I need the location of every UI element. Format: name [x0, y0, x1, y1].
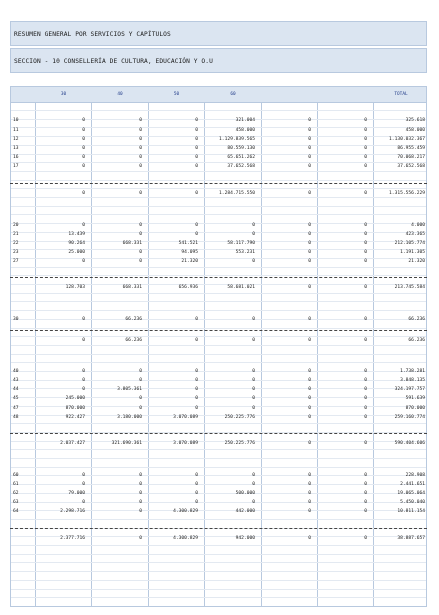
table-row	[10, 145, 427, 152]
table-row	[10, 127, 427, 134]
table-cell: 0	[195, 164, 198, 169]
row-code: 60	[13, 473, 19, 478]
table-row	[10, 136, 427, 143]
subtotal-separator	[10, 277, 427, 278]
table-cell: 0	[252, 232, 255, 237]
table-row	[10, 508, 427, 515]
table-cell: 0	[364, 191, 367, 196]
row-code: 63	[13, 500, 19, 505]
table-cell: 321.690.361	[111, 441, 142, 446]
table-cell: 0	[364, 232, 367, 237]
table-cell: 0	[82, 118, 85, 123]
table-cell: 250.225.776	[224, 441, 255, 446]
table-cell: 0	[308, 406, 311, 411]
table-cell: 0	[364, 137, 367, 142]
row-code: 22	[13, 241, 19, 246]
table-cell: 0	[364, 241, 367, 246]
table-cell: 94.095	[181, 250, 198, 255]
table-cell: 0	[195, 128, 198, 133]
table-cell: 0	[308, 232, 311, 237]
table-cell: 0	[195, 338, 198, 343]
table-cell: 0	[139, 406, 142, 411]
table-cell: 0	[308, 164, 311, 169]
table-cell: 668.331	[122, 241, 142, 246]
row-code: 13	[13, 146, 19, 151]
subtotal-row	[10, 337, 427, 344]
table-cell: 0	[364, 387, 367, 392]
table-cell: 0	[308, 473, 311, 478]
table-cell: 128.703	[65, 285, 85, 290]
table-cell: 0	[308, 500, 311, 505]
table-cell: 0	[364, 406, 367, 411]
row-code: 44	[13, 387, 19, 392]
table-cell: 0	[364, 128, 367, 133]
table-cell: 0	[308, 155, 311, 160]
table-row	[10, 154, 427, 161]
table-cell: 0	[195, 482, 198, 487]
table-cell: 0	[82, 473, 85, 478]
table-cell: 21.320	[408, 259, 425, 264]
table-cell: 0	[364, 338, 367, 343]
table-cell: 0	[364, 146, 367, 151]
table-cell: 0	[308, 191, 311, 196]
table-border	[10, 103, 427, 607]
table-cell: 0	[364, 396, 367, 401]
table-cell: 590.404.606	[394, 441, 425, 446]
table-cell: 4.300.829	[173, 536, 198, 541]
table-cell: 0	[139, 482, 142, 487]
table-cell: 0	[139, 164, 142, 169]
table-cell: 0	[252, 406, 255, 411]
table-cell: 0	[364, 259, 367, 264]
table-cell: 0	[195, 387, 198, 392]
subtotal-row	[10, 284, 427, 291]
table-cell: 0	[308, 241, 311, 246]
table-cell: 541.521	[178, 241, 198, 246]
column-header: 40	[117, 92, 123, 97]
table-row	[10, 117, 427, 124]
row-code: 61	[13, 482, 19, 487]
table-cell: 19.065.064	[397, 491, 425, 496]
table-cell: 0	[364, 317, 367, 322]
table-cell: 0	[252, 369, 255, 374]
subtotal-row	[10, 440, 427, 447]
table-cell: 0	[252, 473, 255, 478]
table-cell: 3.848.135	[400, 378, 425, 383]
subtotal-separator	[10, 528, 427, 529]
table-cell: 0	[195, 396, 198, 401]
table-cell: 0	[252, 317, 255, 322]
table-cell: 0	[195, 500, 198, 505]
table-cell: 0	[195, 191, 198, 196]
table-cell: 66.236	[125, 317, 142, 322]
table-cell: 250.225.776	[224, 415, 255, 420]
row-code: 11	[13, 128, 19, 133]
table-cell: 0	[195, 491, 198, 496]
table-cell: 0	[139, 128, 142, 133]
table-cell: 0	[252, 482, 255, 487]
table-cell: 212.105.774	[394, 241, 425, 246]
table-row	[10, 472, 427, 479]
table-cell: 0	[82, 155, 85, 160]
table-cell: 3.180.000	[117, 415, 142, 420]
table-cell: 0	[364, 223, 367, 228]
table-cell: 458.000	[405, 128, 425, 133]
row-code: 12	[13, 137, 19, 142]
table-cell: 86.955.459	[397, 146, 425, 151]
table-cell: 0	[82, 369, 85, 374]
row-code: 48	[13, 415, 19, 420]
table-row	[10, 316, 427, 323]
row-code: 47	[13, 406, 19, 411]
table-row	[10, 231, 427, 238]
table-cell: 922.427	[65, 415, 85, 420]
table-cell: 668.331	[122, 285, 142, 290]
table-cell: 0	[139, 536, 142, 541]
table-cell: 500.000	[235, 491, 255, 496]
table-cell: 66.236	[125, 338, 142, 343]
table-cell: 80.559.130	[227, 146, 255, 151]
table-row	[10, 258, 427, 265]
column-header: 30	[60, 92, 67, 97]
table-cell: 37.652.568	[227, 164, 255, 169]
table-cell: 0	[364, 378, 367, 383]
table-cell: 0	[195, 369, 198, 374]
table-cell: 0	[364, 482, 367, 487]
table-cell: 0	[82, 223, 85, 228]
table-cell: 0	[82, 482, 85, 487]
table-cell: 37.652.568	[397, 164, 425, 169]
table-cell: 1.129.839.565	[219, 137, 255, 142]
table-cell: 2.298.716	[60, 509, 85, 514]
table-cell: 0	[195, 406, 198, 411]
table-cell: 58.681.021	[227, 285, 255, 290]
table-cell: 0	[308, 396, 311, 401]
table-cell: 1.315.556.229	[389, 191, 425, 196]
table-cell: 0	[364, 415, 367, 420]
table-cell: 0	[139, 491, 142, 496]
table-cell: 0	[308, 378, 311, 383]
table-cell: 4.300.829	[173, 509, 198, 514]
subtotal-row	[10, 535, 427, 542]
table-cell: 0	[252, 223, 255, 228]
table-cell: 2.377.716	[60, 536, 85, 541]
row-code: 10	[13, 118, 19, 123]
table-cell: 0	[308, 415, 311, 420]
table-cell: 0	[364, 369, 367, 374]
table-cell: 0	[364, 473, 367, 478]
table-cell: 0	[82, 164, 85, 169]
table-cell: 0	[308, 536, 311, 541]
table-cell: 259.160.774	[394, 415, 425, 420]
table-cell: 0	[82, 146, 85, 151]
table-cell: 0	[308, 137, 311, 142]
table-row	[10, 249, 427, 256]
table-cell: 25.000	[68, 250, 85, 255]
table-cell: 0	[139, 118, 142, 123]
table-cell: 0	[364, 536, 367, 541]
subtotal-separator	[10, 183, 427, 184]
row-code: 64	[13, 509, 19, 514]
subtotal-row	[10, 190, 427, 197]
table-cell: 0	[252, 259, 255, 264]
table-cell: 0	[139, 369, 142, 374]
column-header: TOTAL	[394, 92, 408, 97]
table-cell: 3.805.361	[117, 387, 142, 392]
table-row	[10, 377, 427, 384]
table-cell: 0	[195, 118, 198, 123]
row-code: 30	[13, 317, 19, 322]
row-code: 21	[13, 232, 19, 237]
table-cell: 0	[308, 441, 311, 446]
table-cell: 0	[308, 223, 311, 228]
table-cell: 0	[364, 250, 367, 255]
table-cell: 5.450.040	[400, 500, 425, 505]
table-cell: 0	[308, 491, 311, 496]
subtotal-separator	[10, 433, 427, 434]
table-cell: 0	[308, 509, 311, 514]
table-cell: 0	[139, 509, 142, 514]
table-cell: 1.130.032.367	[389, 137, 425, 142]
table-cell: 0	[82, 338, 85, 343]
table-cell: 870.000	[405, 406, 425, 411]
table-cell: 0	[308, 285, 311, 290]
table-cell: 442.000	[235, 509, 255, 514]
table-cell: 38.887.657	[397, 536, 425, 541]
report-title: RESUMEN GENERAL POR SERVICIOS Y CAPÍTULOS	[10, 21, 427, 46]
table-cell: 0	[82, 387, 85, 392]
table-cell: 0	[82, 317, 85, 322]
table-row	[10, 222, 427, 229]
table-cell: 2.037.427	[60, 441, 85, 446]
table-cell: 0	[139, 155, 142, 160]
table-cell: 0	[195, 378, 198, 383]
table-cell: 0	[308, 128, 311, 133]
row-code: 43	[13, 378, 19, 383]
table-cell: 3.070.089	[173, 415, 198, 420]
table-cell: 0	[82, 259, 85, 264]
table-cell: 0	[139, 191, 142, 196]
table-cell: 10.811.154	[397, 509, 425, 514]
column-header-row	[10, 86, 427, 103]
table-cell: 0	[139, 396, 142, 401]
table-cell: 0	[139, 259, 142, 264]
table-cell: 66.236	[408, 317, 425, 322]
table-cell: 66.236	[408, 338, 425, 343]
subtotal-separator	[10, 330, 427, 331]
table-cell: 870.000	[65, 406, 85, 411]
table-cell: 0	[195, 146, 198, 151]
table-cell: 0	[82, 191, 85, 196]
row-code: 16	[13, 155, 19, 160]
table-cell: 0	[139, 146, 142, 151]
table-cell: 0	[139, 223, 142, 228]
table-cell: 0	[252, 338, 255, 343]
table-cell: 0	[252, 387, 255, 392]
table-cell: 321.004	[235, 118, 255, 123]
table-cell: 656.936	[178, 285, 198, 290]
table-cell: 0	[364, 285, 367, 290]
table-cell: 2.441.651	[400, 482, 425, 487]
table-cell: 228.908	[405, 473, 425, 478]
table-cell: 324.197.757	[394, 387, 425, 392]
table-cell: 0	[364, 441, 367, 446]
table-cell: 0	[139, 250, 142, 255]
table-cell: 553.231	[235, 250, 255, 255]
table-cell: 0	[252, 396, 255, 401]
row-code: 40	[13, 369, 19, 374]
table-cell: 0	[82, 500, 85, 505]
table-cell: 0	[82, 378, 85, 383]
table-row	[10, 386, 427, 393]
row-code: 23	[13, 250, 19, 255]
row-code: 20	[13, 223, 19, 228]
table-cell: 0	[364, 491, 367, 496]
table-cell: 90.264	[68, 241, 85, 246]
table-cell: 0	[139, 473, 142, 478]
table-row	[10, 490, 427, 497]
table-cell: 0	[82, 128, 85, 133]
table-cell: 21.320	[181, 259, 198, 264]
table-cell: 325.618	[405, 118, 425, 123]
table-cell: 0	[308, 387, 311, 392]
table-cell: 1.738.281	[400, 369, 425, 374]
table-cell: 0	[139, 232, 142, 237]
table-cell: 1.284.715.550	[219, 191, 255, 196]
table-cell: 0	[308, 338, 311, 343]
table-cell: 1.191.305	[400, 250, 425, 255]
column-header: 60	[230, 92, 236, 97]
table-cell: 458.000	[235, 128, 255, 133]
table-cell: 0	[308, 317, 311, 322]
table-row	[10, 240, 427, 247]
table-cell: 0	[364, 118, 367, 123]
table-row	[10, 368, 427, 375]
table-cell: 245.000	[65, 396, 85, 401]
table-cell: 0	[195, 223, 198, 228]
table-cell: 0	[139, 500, 142, 505]
section-title: SECCION - 10 CONSELLERÍA DE CULTURA, EDUCACIÓN Y O.U	[10, 48, 427, 73]
table-cell: 65.651.262	[227, 155, 255, 160]
table-cell: 0	[364, 500, 367, 505]
row-code: 27	[13, 259, 19, 264]
table-cell: 0	[308, 250, 311, 255]
table-cell: 0	[308, 259, 311, 264]
table-cell: 0	[364, 509, 367, 514]
table-cell: 0	[308, 369, 311, 374]
table-row	[10, 163, 427, 170]
table-cell: 13.439	[68, 232, 85, 237]
table-cell: 0	[195, 317, 198, 322]
table-cell: 4.000	[411, 223, 425, 228]
table-row	[10, 481, 427, 488]
table-cell: 942.000	[235, 536, 255, 541]
table-row	[10, 405, 427, 412]
table-cell: 0	[252, 500, 255, 505]
table-cell: 0	[308, 146, 311, 151]
table-cell: 0	[252, 378, 255, 383]
row-code: 62	[13, 491, 19, 496]
row-code: 45	[13, 396, 19, 401]
table-cell: 70.068.217	[397, 155, 425, 160]
table-cell: 0	[364, 164, 367, 169]
table-cell: 0	[308, 482, 311, 487]
table-cell: 213.745.584	[394, 285, 425, 290]
table-cell: 0	[139, 137, 142, 142]
table-row	[10, 395, 427, 402]
table-cell: 58.117.790	[227, 241, 255, 246]
table-cell: 3.070.089	[173, 441, 198, 446]
table-cell: 0	[139, 378, 142, 383]
table-cell: 0	[364, 155, 367, 160]
table-cell: 0	[195, 137, 198, 142]
table-cell: 0	[195, 232, 198, 237]
column-header: 50	[173, 92, 180, 97]
table-cell: 591.639	[405, 396, 425, 401]
table-row	[10, 414, 427, 421]
table-cell: 0	[308, 118, 311, 123]
row-code: 17	[13, 164, 19, 169]
table-cell: 423.365	[405, 232, 425, 237]
table-cell: 79.000	[68, 491, 85, 496]
table-row	[10, 499, 427, 506]
table-cell: 0	[195, 155, 198, 160]
table-cell: 0	[195, 473, 198, 478]
table-cell: 0	[82, 137, 85, 142]
